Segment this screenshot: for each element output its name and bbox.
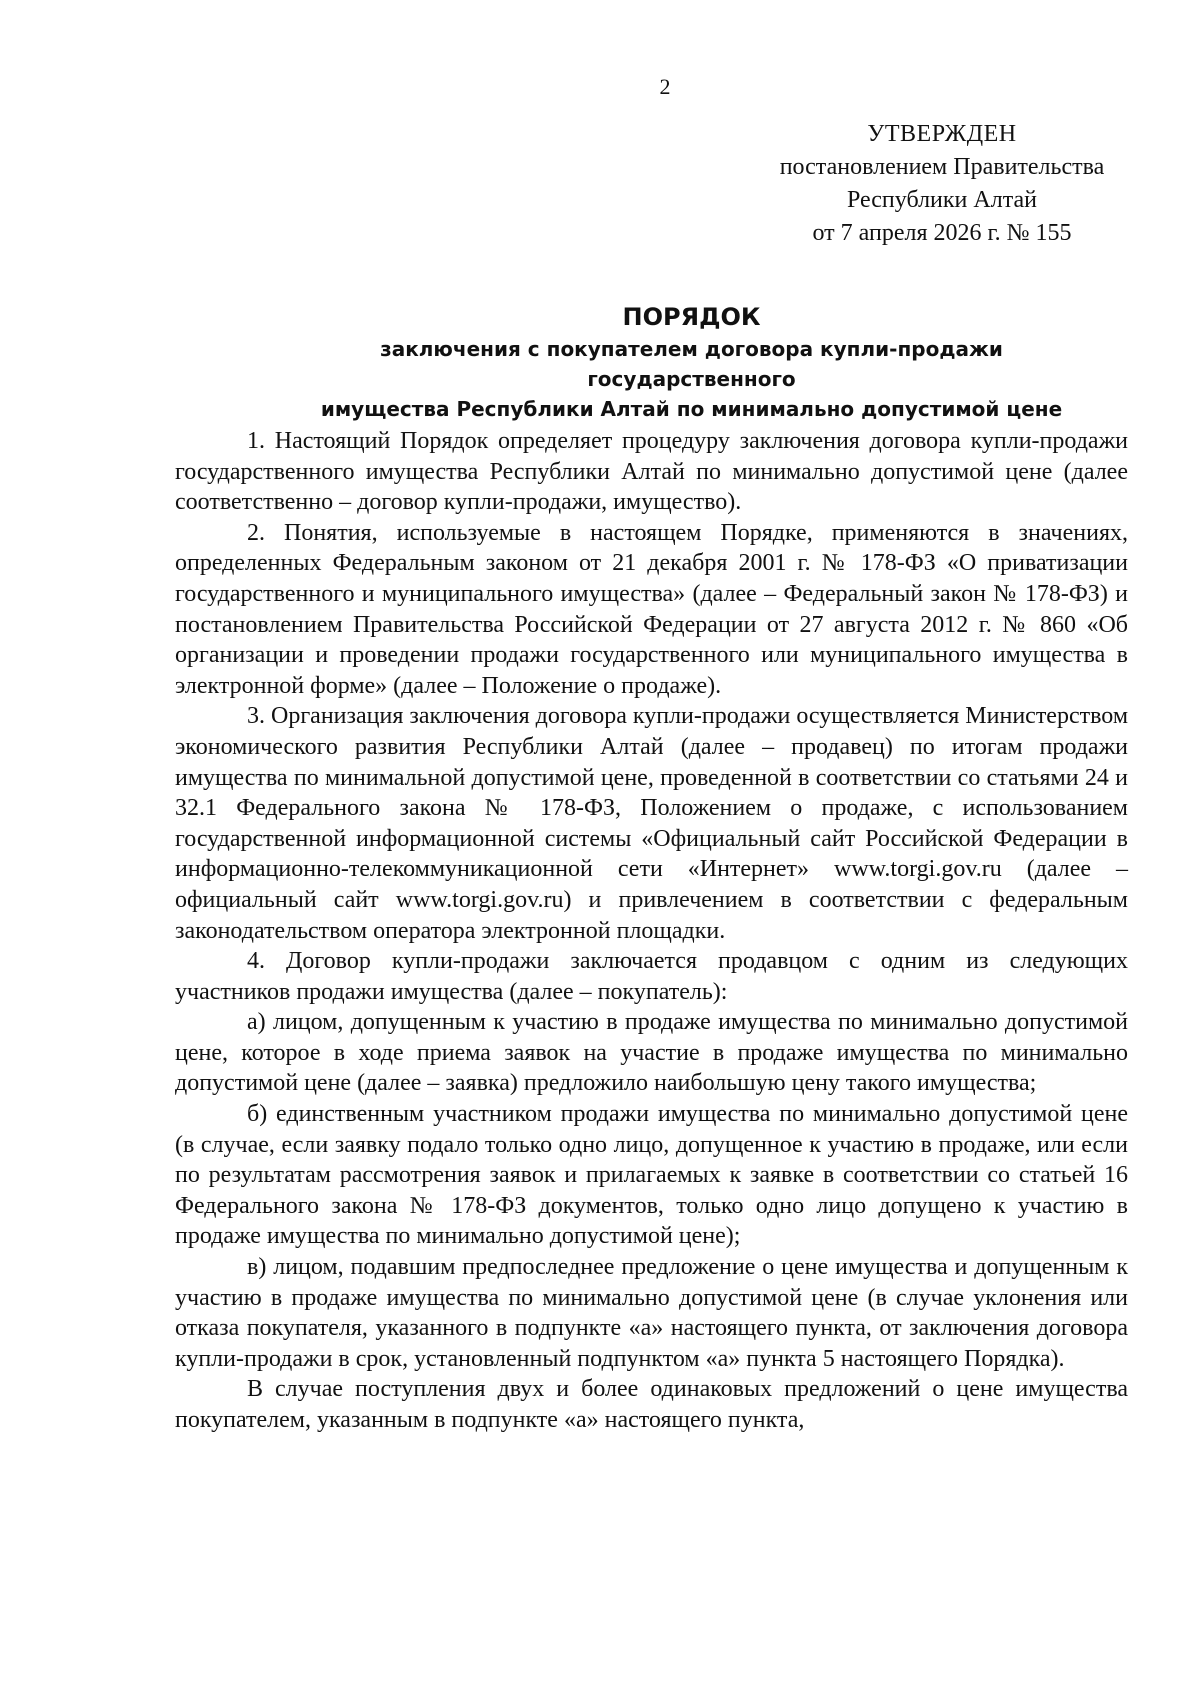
paragraph-2: 2. Понятия, используемые в настоящем Порядке, применяются в значениях, определенных Федеральным законом от 21 декабря 2001 г. № 178-ФЗ «О приватизации государственного и муниципального имущества» (далее – Федеральный закон № 178-ФЗ) и постановлением Правительства Российской Федерации от 27 августа 2012 г. № 860 «Об организации и проведении продажи государственного или муниципального имущества в электронной форме» (далее – Положение о продаже). <box>175 519 1128 699</box>
paragraph-4c: в) лицом, подавшим предпоследнее предложение о цене имущества и допущенным к участию в продаже имущества по минимально допустимой цене (в случае уклонения или отказа покупателя, указанного в подпункте «а» настоящего пункта, от заключения договора купли-продажи в срок, установленный подпунктом «а» пункта 5 настоящего Порядка). <box>175 1254 1128 1372</box>
document-title: ПОРЯДОК <box>622 303 761 331</box>
page-number: 2 <box>659 74 671 99</box>
approval-title: УТВЕРЖДЕН <box>867 121 1017 147</box>
paragraph-3: 3. Организация заключения договора купли-продажи осуществляется Министерством экономического развития Республики Алтай (далее – продавец) по итогам продажи имущества по минимальной допустимой цене, проведенной в соответствии со статьями 24 и 32.1 Федерального закона № 178-ФЗ, Положением о продаже, с использованием государственной информационной системы «Официальный сайт Российской Федерации в информационно-телекоммуникационной сети «Интернет» www.torgi.gov.ru (далее – официальный сайт www.torgi.gov.ru) и привлечением в соответствии с федеральным законодательством оператора электронной площадки. <box>175 703 1128 944</box>
document-subtitle-line-1: заключения с покупателем договора купли-продажи государственного <box>380 337 1003 391</box>
document-subtitle-line-2: имущества Республики Алтай по минимально допустимой цене <box>320 397 1063 421</box>
approval-line-3: от 7 апреля 2026 г. № 155 <box>812 220 1072 246</box>
document-body <box>175 426 1128 1436</box>
paragraph-4: 4. Договор купли-продажи заключается продавцом с одним из следующих участников продажи имущества (далее – покупатель): <box>175 948 1128 1005</box>
document-title-block <box>175 300 1088 424</box>
paragraph-4-tie: В случае поступления двух и более одинаковых предложений о цене имущества покупателем, указанным в подпункте «а» настоящего пункта, <box>175 1376 1128 1433</box>
paragraph-1: 1. Настоящий Порядок определяет процедуру заключения договора купли-продажи государственного имущества Республики Алтай по минимально допустимой цене (далее соответственно – договор купли-продажи, имущество). <box>175 428 1128 516</box>
approval-line-1: постановлением Правительства <box>779 154 1105 180</box>
approval-stamp-block <box>742 118 1142 250</box>
paragraph-4a: а) лицом, допущенным к участию в продаже имущества по минимально допустимой цене, которое в ходе приема заявок на участие в продаже имущества по минимально допустимой цене (далее – заявка) предложило наибольшую цену такого имущества; <box>175 1009 1128 1097</box>
paragraph-4b: б) единственным участником продажи имущества по минимально допустимой цене (в случае, если заявку подало только одно лицо, допущенное к участию в продаже, или если по результатам рассмотрения заявок и прилагаемых к заявке в соответствии со статьей 16 Федерального закона № 178-ФЗ документов, только одно лицо допущено к участию в продаже имущества по минимально допустимой цене); <box>175 1101 1128 1250</box>
approval-line-2: Республики Алтай <box>847 187 1037 213</box>
